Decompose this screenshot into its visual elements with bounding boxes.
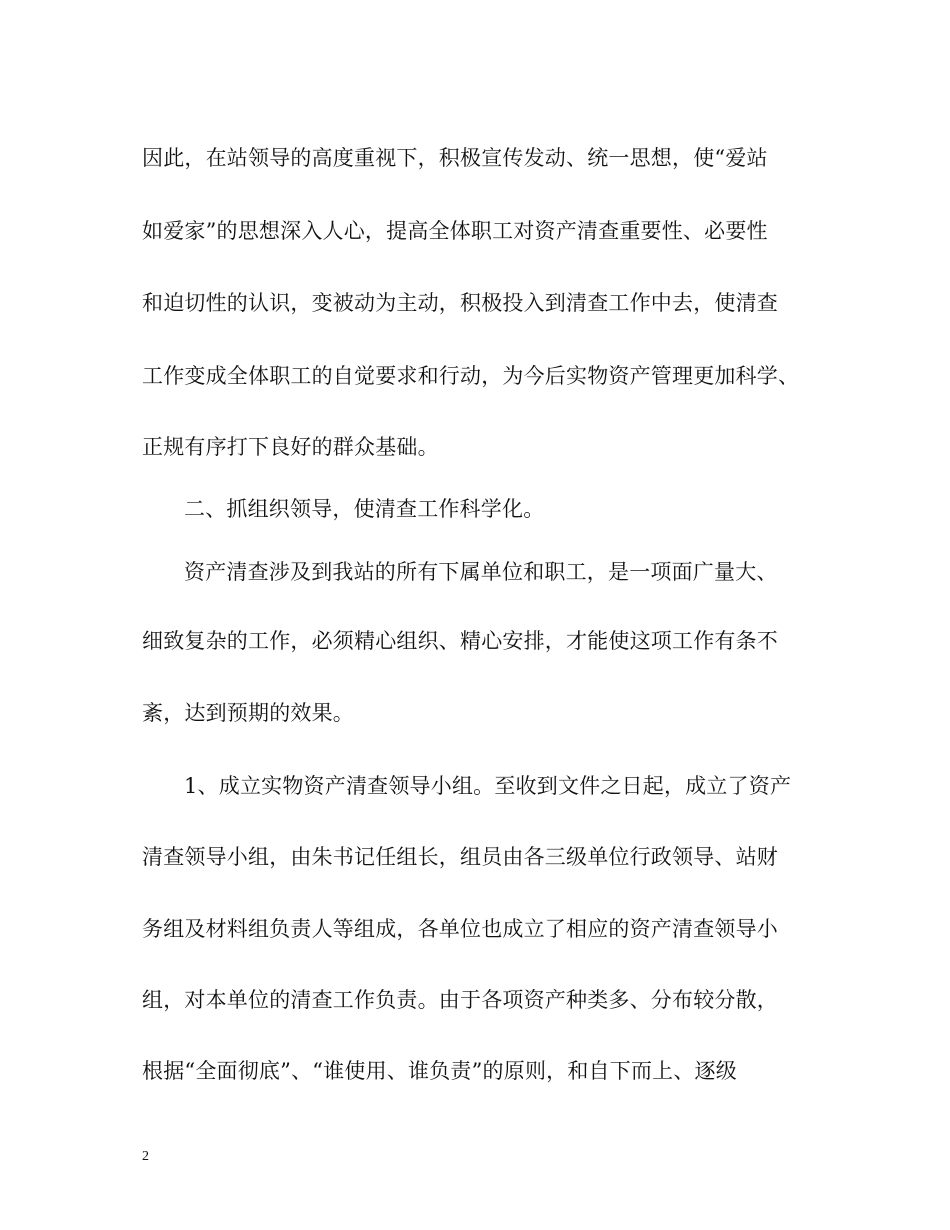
text-line: 资产清查涉及到我站的所有下属单位和职工，是一项面广量大、 <box>184 560 778 584</box>
text-line: 组，对本单位的清查工作负责。由于各项资产种类多、分布较分散， <box>142 988 778 1012</box>
text-line: 工作变成全体职工的自觉要求和行动，为今后实物资产管理更加科学、 <box>142 364 800 388</box>
text-line: 因此，在站领导的高度重视下，积极宣传发动、统一思想，使“爱站 <box>142 146 768 170</box>
text-line: 如爱家”的思想深入人心，提高全体职工对资产清查重要性、必要性 <box>142 219 768 243</box>
text-line: 正规有序打下良好的群众基础。 <box>142 435 439 459</box>
section-heading: 二、抓组织领导，使清查工作科学化。 <box>184 497 545 521</box>
text-line: 和迫切性的认识，变被动为主动，积极投入到清查工作中去，使清查 <box>142 291 778 315</box>
page-number: 2 <box>142 1149 149 1164</box>
text-line: 紊，达到预期的效果。 <box>142 701 354 725</box>
text-line: 1、成立实物资产清查领导小组。至收到文件之日起，成立了资产 <box>184 774 792 798</box>
text-line: 务组及材料组负责人等组成，各单位也成立了相应的资产清查领导小 <box>142 917 778 941</box>
text-line: 清查领导小组，由朱书记任组长，组员由各三级单位行政领导、站财 <box>142 845 778 869</box>
text-line: 根据“全面彻底”、“谁使用、谁负责”的原则，和自下而上、逐级 <box>142 1059 737 1083</box>
text-line: 细致复杂的工作，必须精心组织、精心安排，才能使这项工作有条不 <box>142 629 778 653</box>
